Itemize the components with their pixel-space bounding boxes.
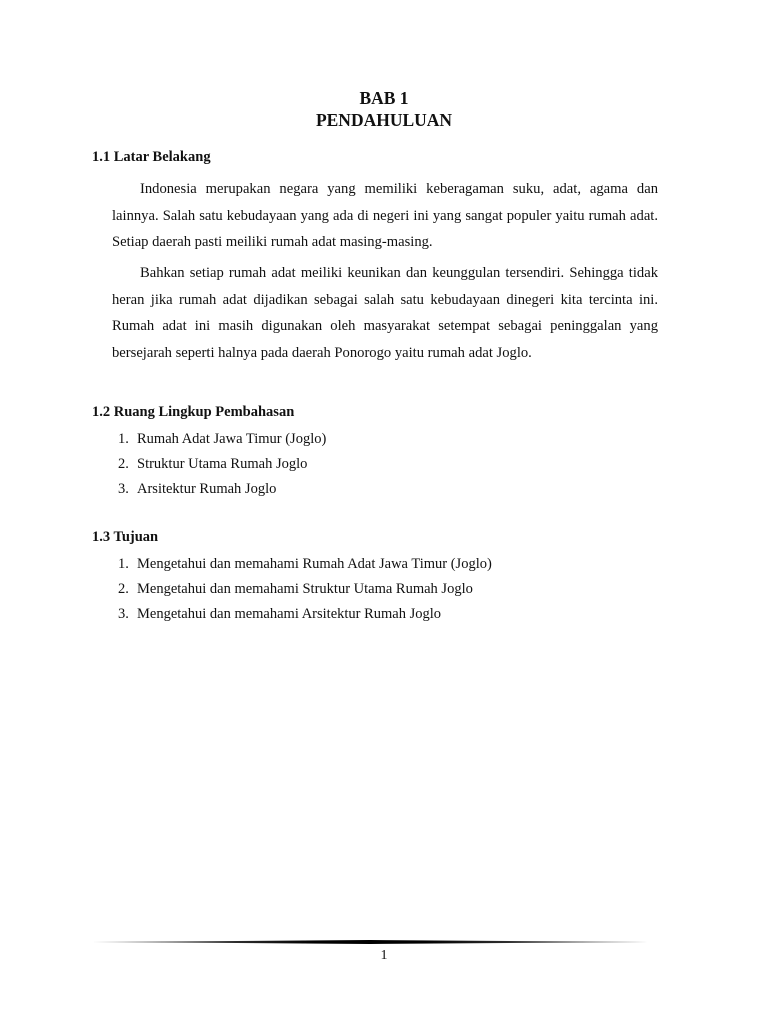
paragraph: Indonesia merupakan negara yang memiliki keberagaman suku, adat, agama dan lainnya. Salah satu kebudayaan yang ada di negeri ini yang sangat populer yaitu rumah adat. Setiap daerah pasti meiliki rumah adat masing-masing. [112, 181, 658, 250]
list-number: 3. [118, 606, 129, 622]
list-text: Mengetahui dan memahami Struktur Utama Rumah Joglo [137, 581, 473, 597]
list-text: Mengetahui dan memahami Arsitektur Rumah Joglo [137, 606, 442, 622]
list-number: 1. [118, 431, 129, 447]
section-heading-latar-belakang: 1.1 Latar Belakang [92, 149, 211, 165]
paragraph: Bahkan setiap rumah adat meiliki keunikan dan keunggulan tersendiri. Sehingga tidak heran jika rumah adat dijadikan sebagai salah satu kebudayaan dinegeri kita tercinta ini. Rumah adat ini masih digunakan oleh masyarakat setempat sebagai peninggalan yang bersejarah seperti halnya pada daerah Ponorogo yaitu rumah adat Joglo. [112, 265, 658, 361]
list-text: Rumah Adat Jawa Timur (Joglo) [137, 431, 327, 447]
list-number: 2. [118, 581, 129, 597]
chapter-number: BAB 1 [359, 88, 409, 108]
section-heading-ruang-lingkup: 1.2 Ruang Lingkup Pembahasan [92, 404, 295, 420]
list-text: Mengetahui dan memahami Rumah Adat Jawa Timur (Joglo) [137, 556, 492, 572]
chapter-title: PENDAHULUAN [315, 110, 453, 130]
list-number: 3. [118, 481, 129, 497]
list-text: Struktur Utama Rumah Joglo [137, 456, 308, 472]
list-number: 2. [118, 456, 129, 472]
footer-divider [92, 940, 648, 944]
list-number: 1. [118, 556, 129, 572]
page-number: 1 [380, 948, 388, 963]
section-heading-tujuan: 1.3 Tujuan [92, 529, 159, 545]
list-text: Arsitektur Rumah Joglo [137, 481, 277, 497]
